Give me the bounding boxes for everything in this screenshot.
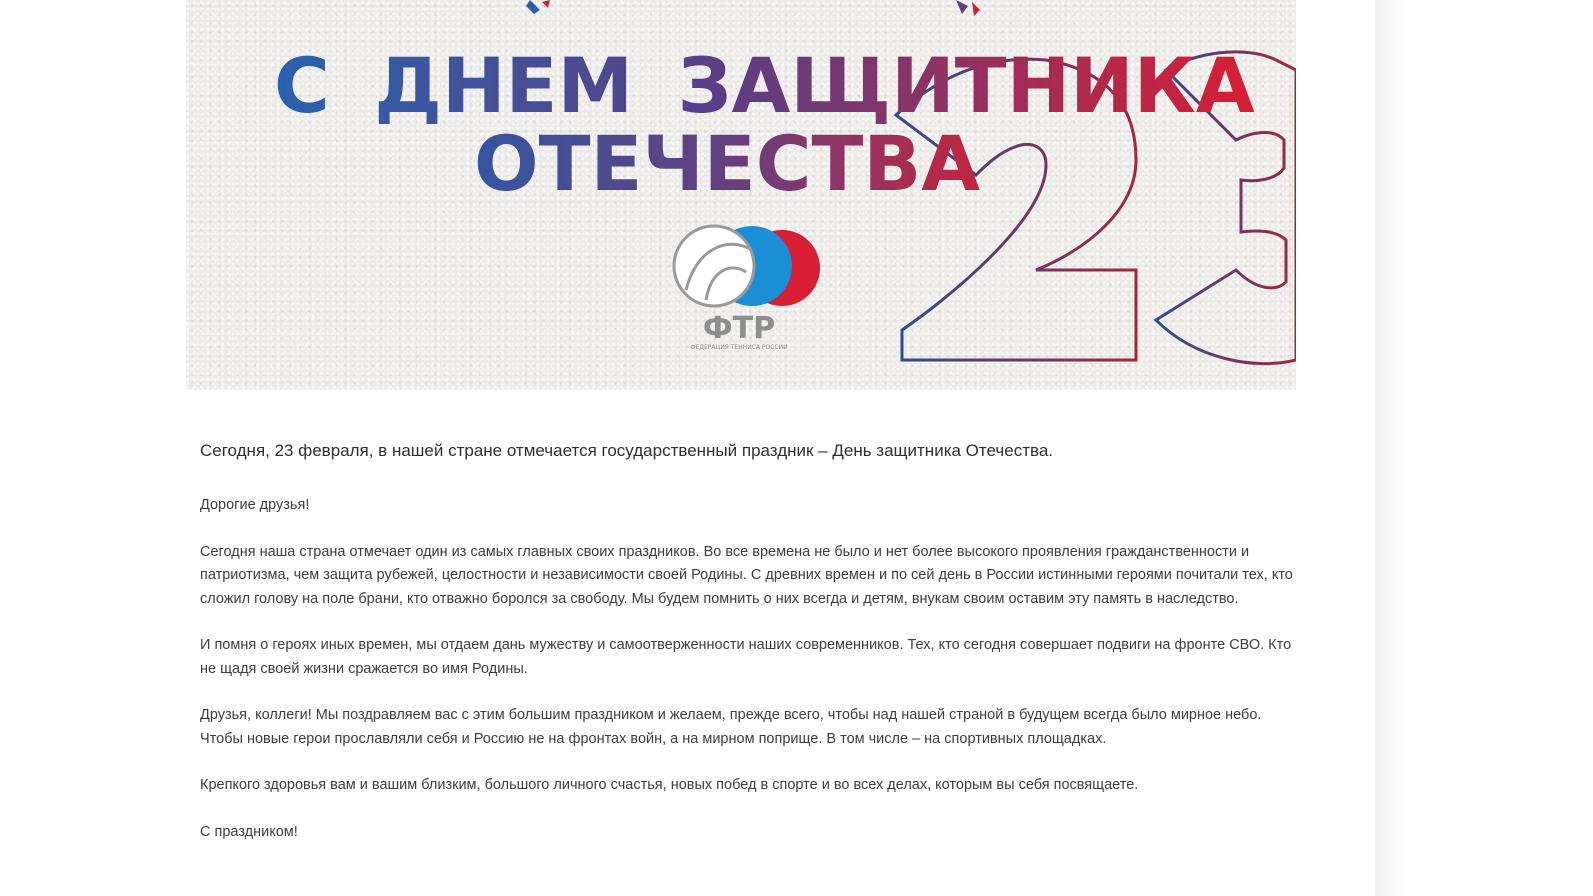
banner-title-word-3: ЗАЩИТНИКА [677, 41, 1255, 130]
article-paragraph-2: И помня о героях иных времен, мы отдаем дань мужеству и самоотверженности наших современников. Тех, кто сегодня совершает подвиги на фронте СВО. Кто не щадя своей жизни сражается во имя Родины. [200, 637, 1292, 677]
banner-title-line2: ОТЕЧЕСТВА [474, 119, 981, 208]
confetti-decoration [526, 0, 980, 16]
article-lead: Сегодня, 23 февраля, в нашей стране отмечается государственный праздник – День защитника Отечества. [200, 441, 1054, 460]
holiday-banner-image [186, 0, 1296, 390]
page-edge-shadow [1375, 0, 1405, 896]
article-body [200, 438, 1295, 867]
logo-text: ФТР [702, 311, 776, 346]
article-greeting: Дорогие друзья! [200, 497, 310, 513]
article-paragraph-1: Сегодня наша страна отмечает один из самых главных своих праздников. Во все времена не было и нет более высокого проявления гражданственности и патриотизма, чем защита рубежей, целостности и независимости своей Родины. С древних времен и по сей день в России истинными героями почитали тех, кто сложил голову на поле брани, кто отважно боролся за свободу. Мы будем помнить о них всегда и детям, внукам своим оставим эту память в наследство. [200, 543, 1293, 607]
banner-title-word-2: ДНЕМ [374, 41, 634, 130]
article-paragraph-3: Друзья, коллеги! Мы поздравляем вас с этим большим праздником и желаем, прежде всего, чтобы над нашей страной в будущем всегда было мирное небо. Чтобы новые герои прославляли себя и Россию не на фронтах войн, а на мирном поприще. В том числе – на спортивных площадках. [200, 707, 1262, 747]
article-closing: С праздником! [200, 823, 298, 840]
ftr-logo [674, 226, 820, 351]
article-paragraph-4: Крепкого здоровья вам и вашим близким, большого личного счастья, новых побед в спорте и во всех делах, которым вы себя посвящаете. [200, 777, 1139, 793]
logo-caption: ФЕДЕРАЦИЯ ТЕННИСА РОССИИ [690, 344, 788, 351]
banner-title-word-1: С [274, 41, 330, 130]
banner-graphic [186, 0, 1296, 390]
banner-title-line1 [274, 41, 1255, 130]
